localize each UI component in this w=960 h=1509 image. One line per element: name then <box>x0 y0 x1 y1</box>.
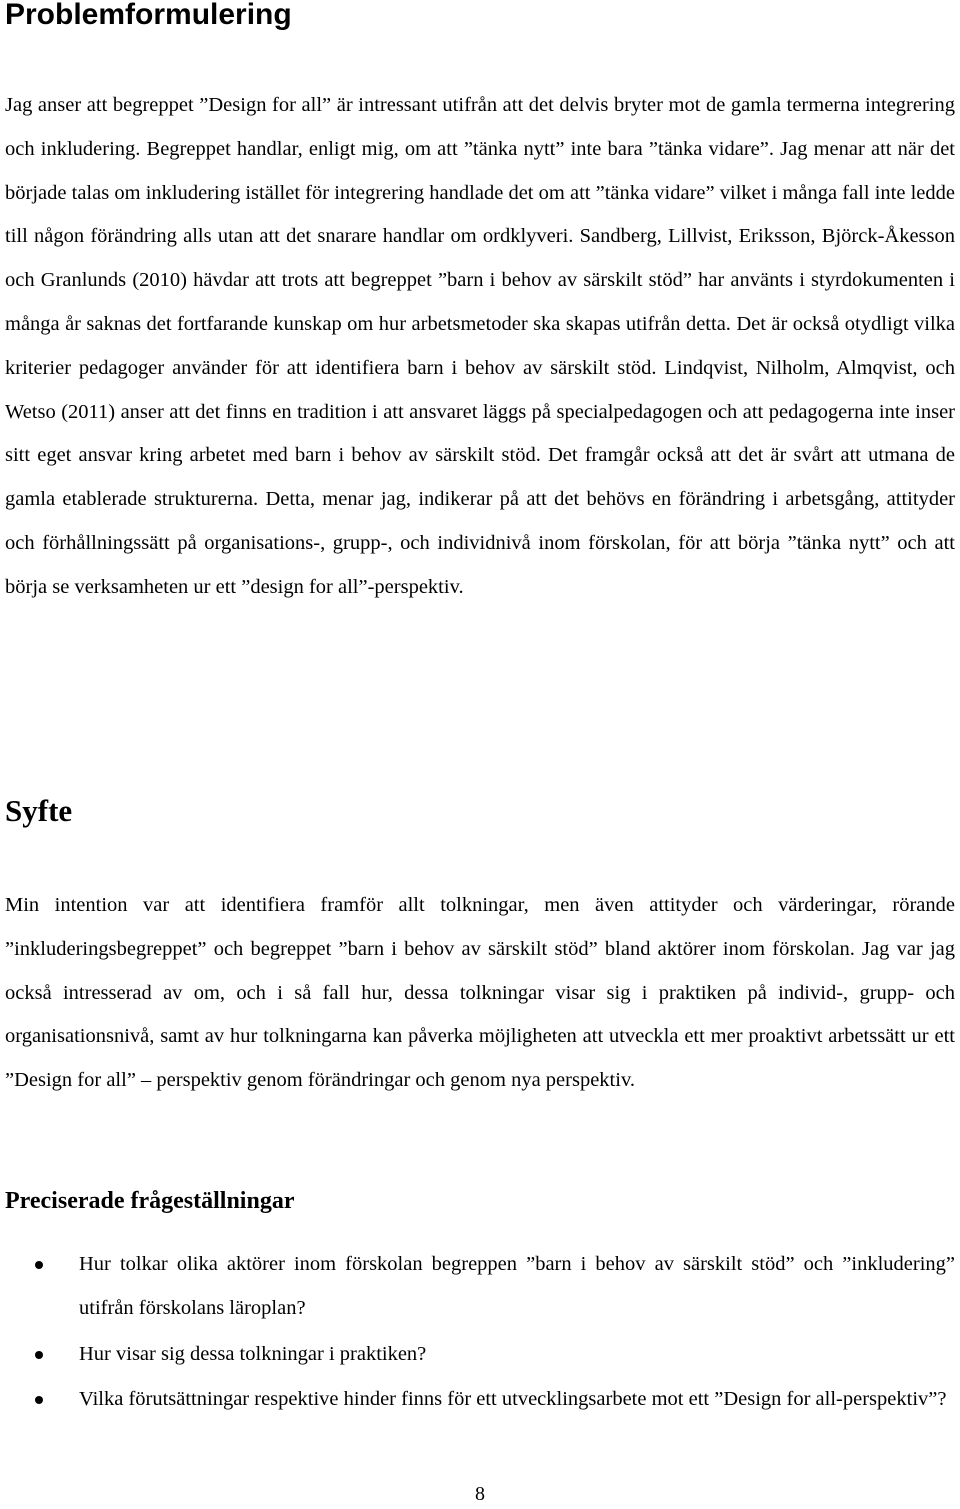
bullet-icon <box>35 1351 43 1359</box>
heading-problemformulering: Problemformulering <box>5 0 292 31</box>
page-number: 8 <box>475 1483 485 1505</box>
list-item <box>0 1333 955 1377</box>
bullet-icon <box>35 1396 43 1404</box>
question-text: Vilka förutsättningar respektive hinder finns för ett utvecklingsarbete mot ett ”Design for all-perspektiv”? <box>79 1388 947 1411</box>
list-item <box>0 1243 955 1331</box>
question-text: Hur visar sig dessa tolkningar i praktiken? <box>79 1342 427 1365</box>
question-list <box>0 1243 955 1424</box>
list-item <box>0 1378 955 1422</box>
heading-syfte: Syfte <box>5 793 73 828</box>
paragraph-problemformulering: Jag anser att begreppet ”Design for all” är intressant utifrån att det delvis bryter mot de gamla termerna integrering och inkludering. Begreppet handlar, enligt mig, om att ”tänka nytt” inte bara ”tänka vidare”. Jag menar att när det började talas om inkludering istället för integrering handlade det om att ”tänka vidare” vilket i många fall inte ledde till någon förändring alls utan att det snarare handlar om ordklyveri. Sandberg, Lillvist, Eriksson, Björck-Åkesson och Granlunds (2010) hävdar att trots att begreppet ”barn i behov av särskilt stöd” har använts i styrdokumenten i många år saknas det fortfarande kunskap om hur arbetsmetoder ska skapas utifrån detta. Det är också otydligt vilka kriterier pedagoger använder för att identifiera barn i behov av särskilt stöd. Lindqvist, Nilholm, Almqvist, och Wetso (2011) anser att det finns en tradition i att ansvaret läggs på specialpedagogen och att pedagogerna inte inser sitt eget ansvar kring arbetet med barn i behov av särskilt stöd. Det framgår också att det är svårt att utmana de gamla etablerade strukturerna. Detta, menar jag, indikerar på att det behövs en förändring i arbetsgång, attityder och förhållningssätt på organisations-, grupp-, och individnivå inom förskolan, för att börja ”tänka nytt” och att börja se verksamheten ur ett ”design for all”-perspektiv. <box>5 94 955 598</box>
bullet-icon <box>35 1261 43 1269</box>
heading-preciserade-fragestallningar: Preciserade frågeställningar <box>5 1188 295 1214</box>
paragraph-syfte: Min intention var att identifiera framför allt tolkningar, men även attityder och värderingar, rörande ”inkluderingsbegreppet” och begreppet ”barn i behov av särskilt stöd” bland aktörer inom förskolan. Jag var jag också intresserad av om, och i så fall hur, dessa tolkningar visar sig i praktiken på individ-, grupp- och organisationsnivå, samt av hur tolkningarna kan påverka möjligheten att utveckla ett mer proaktivt arbetssätt ur ett ”Design for all” – perspektiv genom förändringar och genom nya perspektiv. <box>5 894 955 1092</box>
question-text: Hur tolkar olika aktörer inom förskolan begreppen ”barn i behov av särskilt stöd” och ”inkludering” utifrån förskolans läroplan? <box>79 1253 955 1319</box>
